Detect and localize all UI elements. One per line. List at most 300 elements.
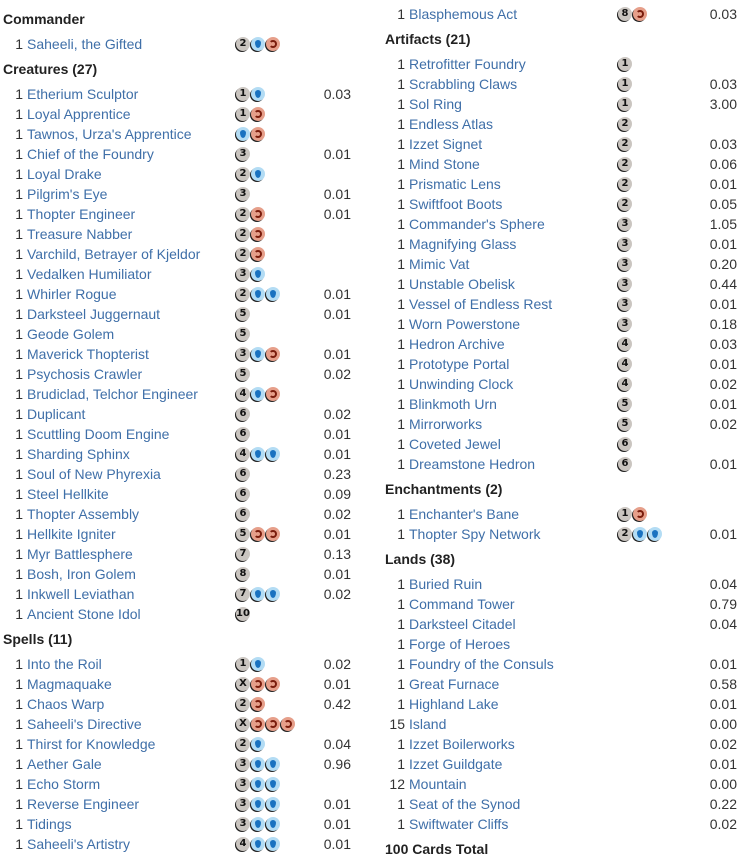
- mana-cost: [618, 337, 632, 351]
- card-name-link[interactable]: Steel Hellkite: [27, 486, 109, 502]
- mana-cost: [236, 247, 265, 261]
- generic-mana-icon: 3: [618, 237, 632, 251]
- card-row: [385, 454, 751, 474]
- card-quantity: 1: [397, 176, 405, 192]
- card-row: [385, 254, 751, 274]
- card-row: [3, 504, 375, 524]
- card-price: 0.03: [323, 86, 351, 102]
- card-name-link[interactable]: Psychosis Crawler: [27, 366, 143, 382]
- card-price: 0.01: [323, 346, 351, 362]
- mana-cost: [236, 127, 265, 141]
- card-row: [385, 334, 751, 354]
- card-quantity: 12: [389, 776, 405, 792]
- card-quantity: 1: [15, 406, 23, 422]
- mana-cost: [236, 547, 250, 561]
- card-name-link[interactable]: Varchild, Betrayer of Kjeldor: [27, 246, 201, 262]
- card-name-link[interactable]: Vedalken Humiliator: [27, 266, 152, 282]
- card-name-link[interactable]: Swiftfoot Boots: [409, 196, 503, 212]
- card-quantity: 1: [15, 346, 23, 362]
- card-row: [385, 774, 751, 794]
- generic-mana-icon: 6: [236, 467, 250, 481]
- blue-mana-icon: [251, 797, 265, 811]
- mana-cost: [236, 837, 280, 851]
- generic-mana-icon: 7: [236, 547, 250, 561]
- card-name-link[interactable]: Scrabbling Claws: [409, 76, 518, 92]
- card-name-link[interactable]: Izzet Guildgate: [409, 756, 503, 772]
- card-name-link[interactable]: Blasphemous Act: [409, 6, 518, 22]
- card-price: 0.01: [323, 526, 351, 542]
- mana-cost: [236, 447, 280, 461]
- mana-cost: [236, 107, 265, 121]
- card-name-link[interactable]: Whirler Rogue: [27, 286, 117, 302]
- card-quantity: 1: [397, 796, 405, 812]
- card-price: 0.01: [709, 656, 737, 672]
- mana-cost: [618, 377, 632, 391]
- card-quantity: 1: [15, 426, 23, 442]
- mana-cost: [236, 387, 280, 401]
- mana-cost: [236, 587, 280, 601]
- card-name-link[interactable]: Seat of the Synod: [409, 796, 521, 812]
- card-name-link[interactable]: Saheeli's Artistry: [27, 836, 131, 852]
- card-price: 0.01: [709, 756, 737, 772]
- generic-mana-icon: 1: [618, 57, 632, 71]
- blue-mana-icon: [251, 657, 265, 671]
- card-price: 0.01: [323, 146, 351, 162]
- card-quantity: 1: [15, 366, 23, 382]
- mana-cost: [618, 137, 632, 151]
- card-quantity: 1: [15, 566, 23, 582]
- card-quantity: 1: [397, 816, 405, 832]
- card-quantity: 1: [397, 616, 405, 632]
- card-price: 0.01: [709, 456, 737, 472]
- generic-mana-icon: 4: [618, 377, 632, 391]
- card-quantity: 1: [397, 216, 405, 232]
- card-quantity: 1: [397, 256, 405, 272]
- section-title-lands: Lands (38): [385, 551, 456, 567]
- generic-mana-icon: X: [236, 677, 250, 691]
- card-name-link[interactable]: Brudiclad, Telchor Engineer: [27, 386, 198, 402]
- card-row: [3, 484, 375, 504]
- mana-cost: [236, 347, 280, 361]
- card-name-link[interactable]: Into the Roil: [27, 656, 102, 672]
- card-name-link[interactable]: Magmaquake: [27, 676, 112, 692]
- card-name-link[interactable]: Inkwell Leviathan: [27, 586, 135, 602]
- card-name-link[interactable]: Pilgrim's Eye: [27, 186, 108, 202]
- card-name-link[interactable]: Reverse Engineer: [27, 796, 140, 812]
- card-price: 0.00: [709, 716, 737, 732]
- card-quantity: 1: [15, 546, 23, 562]
- card-price: 0.02: [709, 816, 737, 832]
- card-price: 0.02: [709, 416, 737, 432]
- generic-mana-icon: 1: [236, 107, 250, 121]
- mana-cost: [236, 87, 265, 101]
- card-quantity: 1: [15, 486, 23, 502]
- card-row: [3, 144, 375, 164]
- card-row: [385, 114, 751, 134]
- card-name-link[interactable]: Mirrorworks: [409, 416, 483, 432]
- card-quantity: 1: [15, 326, 23, 342]
- card-quantity: 1: [397, 116, 405, 132]
- card-name-link[interactable]: Buried Ruin: [409, 576, 483, 592]
- card-price: 0.01: [709, 236, 737, 252]
- card-row: [385, 794, 751, 814]
- red-mana-icon: [251, 717, 265, 731]
- mana-cost: [618, 397, 632, 411]
- card-price: 0.05: [709, 196, 737, 212]
- generic-mana-icon: 1: [618, 97, 632, 111]
- red-mana-icon: [251, 127, 265, 141]
- card-quantity: 1: [15, 106, 23, 122]
- card-price: 0.04: [709, 576, 737, 592]
- card-name-link[interactable]: Treasure Nabber: [27, 226, 133, 242]
- card-quantity: 1: [15, 386, 23, 402]
- card-name-link[interactable]: Retrofitter Foundry: [409, 56, 526, 72]
- card-name-link[interactable]: Loyal Drake: [27, 166, 102, 182]
- card-name-link[interactable]: Sol Ring: [409, 96, 462, 112]
- blue-mana-icon: [266, 817, 280, 831]
- card-row: [3, 564, 375, 584]
- generic-mana-icon: 5: [618, 397, 632, 411]
- card-row: [385, 674, 751, 694]
- mana-cost: [618, 297, 632, 311]
- card-price: 0.01: [323, 286, 351, 302]
- generic-mana-icon: 5: [236, 527, 250, 541]
- blue-mana-icon: [633, 527, 647, 541]
- card-name-link[interactable]: Hedron Archive: [409, 336, 505, 352]
- blue-mana-icon: [251, 87, 265, 101]
- card-name-link[interactable]: Enchanter's Bane: [409, 506, 520, 522]
- card-row: [3, 304, 375, 324]
- card-name-link[interactable]: Saheeli's Directive: [27, 716, 142, 732]
- mana-cost: [618, 217, 632, 231]
- card-name-link[interactable]: Saheeli, the Gifted: [27, 36, 143, 52]
- generic-mana-icon: 6: [236, 427, 250, 441]
- card-row: [385, 434, 751, 454]
- blue-mana-icon: [266, 287, 280, 301]
- red-mana-icon: [266, 527, 280, 541]
- generic-mana-icon: 2: [618, 137, 632, 151]
- card-price: 0.01: [709, 526, 737, 542]
- card-name-link[interactable]: Etherium Sculptor: [27, 86, 139, 102]
- card-row: [385, 414, 751, 434]
- mana-cost: [236, 797, 280, 811]
- card-name-link[interactable]: Chaos Warp: [27, 696, 105, 712]
- card-quantity: 1: [397, 736, 405, 752]
- generic-mana-icon: 2: [236, 37, 250, 51]
- card-name-link[interactable]: Darksteel Juggernaut: [27, 306, 161, 322]
- card-quantity: 1: [397, 356, 405, 372]
- card-name-link[interactable]: Mountain: [409, 776, 467, 792]
- section-title-commander: Commander: [3, 11, 85, 27]
- card-row: [3, 694, 375, 714]
- card-name-link[interactable]: Prismatic Lens: [409, 176, 501, 192]
- card-quantity: 1: [15, 606, 23, 622]
- card-row: [385, 694, 751, 714]
- card-name-link[interactable]: Mind Stone: [409, 156, 480, 172]
- card-name-link[interactable]: Blinkmoth Urn: [409, 396, 497, 412]
- red-mana-icon: [251, 697, 265, 711]
- card-quantity: 1: [15, 226, 23, 242]
- card-name-link[interactable]: Unstable Obelisk: [409, 276, 515, 292]
- card-row: [385, 154, 751, 174]
- decklist-column-right: [385, 4, 751, 859]
- card-name-link[interactable]: Mimic Vat: [409, 256, 470, 272]
- generic-mana-icon: 3: [618, 317, 632, 331]
- card-row: [3, 84, 375, 104]
- mana-cost: [236, 737, 265, 751]
- card-name-link[interactable]: Thirst for Knowledge: [27, 736, 156, 752]
- mana-cost: [236, 147, 250, 161]
- card-price: 0.01: [709, 176, 737, 192]
- generic-mana-icon: 2: [236, 737, 250, 751]
- card-quantity: 1: [15, 146, 23, 162]
- mana-cost: [236, 677, 280, 691]
- card-name-link[interactable]: Izzet Boilerworks: [409, 736, 515, 752]
- card-name-link[interactable]: Endless Atlas: [409, 116, 494, 132]
- card-name-link[interactable]: Echo Storm: [27, 776, 101, 792]
- card-row: [385, 634, 751, 654]
- card-price: 0.03: [709, 336, 737, 352]
- card-price: 0.58: [709, 676, 737, 692]
- card-name-link[interactable]: Maverick Thopterist: [27, 346, 149, 362]
- card-row: [385, 4, 751, 24]
- generic-mana-icon: 4: [618, 337, 632, 351]
- mana-cost: [236, 697, 265, 711]
- card-quantity: 1: [15, 656, 23, 672]
- card-name-link[interactable]: Dreamstone Hedron: [409, 456, 536, 472]
- card-name-link[interactable]: Magnifying Glass: [409, 236, 517, 252]
- generic-mana-icon: 6: [618, 457, 632, 471]
- mana-cost: [618, 317, 632, 331]
- card-price: 0.06: [709, 156, 737, 172]
- generic-mana-icon: 5: [618, 417, 632, 431]
- generic-mana-icon: 1: [236, 657, 250, 671]
- mana-cost: [618, 57, 632, 71]
- card-row: [3, 404, 375, 424]
- mana-cost: [236, 207, 265, 221]
- card-name-link[interactable]: Coveted Jewel: [409, 436, 501, 452]
- card-row: [385, 754, 751, 774]
- card-quantity: 1: [397, 316, 405, 332]
- card-quantity: 1: [397, 506, 405, 522]
- decklist-column-left: [3, 4, 375, 854]
- card-name-link[interactable]: Hellkite Igniter: [27, 526, 116, 542]
- card-row: [3, 734, 375, 754]
- blue-mana-icon: [648, 527, 662, 541]
- card-row: [385, 594, 751, 614]
- card-row: [385, 614, 751, 634]
- card-row: [3, 674, 375, 694]
- mana-cost: [236, 327, 250, 341]
- card-quantity: 1: [397, 76, 405, 92]
- card-price: 0.79: [709, 596, 737, 612]
- generic-mana-icon: 3: [236, 817, 250, 831]
- card-row: [3, 244, 375, 264]
- mana-cost: [236, 467, 250, 481]
- card-price: 0.01: [323, 186, 351, 202]
- generic-mana-icon: 6: [618, 437, 632, 451]
- card-row: [3, 224, 375, 244]
- red-mana-icon: [251, 677, 265, 691]
- generic-mana-icon: 7: [236, 587, 250, 601]
- card-name-link[interactable]: Great Furnace: [409, 676, 500, 692]
- generic-mana-icon: 5: [236, 327, 250, 341]
- card-price: 0.03: [709, 6, 737, 22]
- generic-mana-icon: 2: [236, 207, 250, 221]
- card-price: 0.01: [323, 566, 351, 582]
- card-price: 0.01: [323, 836, 351, 852]
- card-quantity: 1: [397, 456, 405, 472]
- generic-mana-icon: 2: [236, 227, 250, 241]
- card-price: 0.02: [323, 366, 351, 382]
- red-mana-icon: [266, 387, 280, 401]
- card-name-link[interactable]: Swiftwater Cliffs: [409, 816, 509, 832]
- card-price: 0.01: [323, 446, 351, 462]
- card-quantity: 1: [15, 796, 23, 812]
- card-quantity: 1: [15, 466, 23, 482]
- card-quantity: 15: [389, 716, 405, 732]
- card-row: [385, 574, 751, 594]
- generic-mana-icon: 4: [618, 357, 632, 371]
- generic-mana-icon: 5: [236, 307, 250, 321]
- card-row: [385, 524, 751, 544]
- card-name-link[interactable]: Soul of New Phyrexia: [27, 466, 161, 482]
- card-price: 0.22: [709, 796, 737, 812]
- mana-cost: [618, 7, 647, 21]
- card-quantity: 1: [15, 816, 23, 832]
- card-row: [3, 164, 375, 184]
- generic-mana-icon: 2: [236, 697, 250, 711]
- card-name-link[interactable]: Scuttling Doom Engine: [27, 426, 170, 442]
- card-name-link[interactable]: Darksteel Citadel: [409, 616, 516, 632]
- mana-cost: [618, 417, 632, 431]
- blue-mana-icon: [266, 587, 280, 601]
- card-quantity: 1: [15, 736, 23, 752]
- card-price: 0.01: [709, 296, 737, 312]
- card-name-link[interactable]: Thopter Engineer: [27, 206, 136, 222]
- card-name-link[interactable]: Prototype Portal: [409, 356, 510, 372]
- card-name-link[interactable]: Thopter Spy Network: [409, 526, 541, 542]
- red-mana-icon: [266, 347, 280, 361]
- card-quantity: 1: [15, 206, 23, 222]
- blue-mana-icon: [251, 777, 265, 791]
- mana-cost: [618, 507, 647, 521]
- blue-mana-icon: [251, 37, 265, 51]
- card-price: 0.01: [709, 356, 737, 372]
- blue-mana-icon: [251, 837, 265, 851]
- generic-mana-icon: 2: [236, 247, 250, 261]
- card-name-link[interactable]: Island: [409, 716, 447, 732]
- card-price: 0.42: [323, 696, 351, 712]
- card-quantity: 1: [397, 336, 405, 352]
- card-name-link[interactable]: Commander's Sphere: [409, 216, 545, 232]
- card-name-link[interactable]: Tawnos, Urza's Apprentice: [27, 126, 192, 142]
- card-quantity: 1: [397, 296, 405, 312]
- section-title-enchantments: Enchantments (2): [385, 481, 503, 497]
- card-name-link[interactable]: Ancient Stone Idol: [27, 606, 141, 622]
- card-name-link[interactable]: Foundry of the Consuls: [409, 656, 554, 672]
- card-name-link[interactable]: Bosh, Iron Golem: [27, 566, 136, 582]
- card-row: [3, 384, 375, 404]
- card-row: [3, 184, 375, 204]
- card-name-link[interactable]: Sharding Sphinx: [27, 446, 130, 462]
- card-quantity: 1: [397, 136, 405, 152]
- card-name-link[interactable]: Loyal Apprentice: [27, 106, 131, 122]
- mana-cost: [236, 717, 295, 731]
- generic-mana-icon: 2: [618, 197, 632, 211]
- card-row: [385, 194, 751, 214]
- card-price: 0.23: [323, 466, 351, 482]
- blue-mana-icon: [251, 287, 265, 301]
- mana-cost: [236, 167, 265, 181]
- generic-mana-icon: 1: [236, 87, 250, 101]
- card-name-link[interactable]: Thopter Assembly: [27, 506, 140, 522]
- card-quantity: 1: [397, 156, 405, 172]
- card-price: 0.13: [323, 546, 351, 562]
- mana-cost: [618, 237, 632, 251]
- card-name-link[interactable]: Chief of the Foundry: [27, 146, 154, 162]
- card-quantity: 1: [15, 526, 23, 542]
- card-name-link[interactable]: Duplicant: [27, 406, 86, 422]
- generic-mana-icon: X: [236, 717, 250, 731]
- card-quantity: 1: [15, 446, 23, 462]
- card-name-link[interactable]: Command Tower: [409, 596, 515, 612]
- card-row: [385, 74, 751, 94]
- card-row: [3, 444, 375, 464]
- card-row: [385, 814, 751, 834]
- card-row: [3, 344, 375, 364]
- card-name-link[interactable]: Geode Golem: [27, 326, 115, 342]
- card-quantity: 1: [15, 126, 23, 142]
- blue-mana-icon: [266, 757, 280, 771]
- generic-mana-icon: 2: [618, 117, 632, 131]
- card-name-link[interactable]: Forge of Heroes: [409, 636, 511, 652]
- card-name-link[interactable]: Vessel of Endless Rest: [409, 296, 553, 312]
- card-name-link[interactable]: Unwinding Clock: [409, 376, 514, 392]
- blue-mana-icon: [251, 447, 265, 461]
- generic-mana-icon: 3: [236, 187, 250, 201]
- card-quantity: 1: [15, 756, 23, 772]
- mana-cost: [236, 37, 280, 51]
- card-quantity: 1: [15, 696, 23, 712]
- mana-cost: [236, 487, 250, 501]
- card-name-link[interactable]: Myr Battlesphere: [27, 546, 133, 562]
- card-name-link[interactable]: Highland Lake: [409, 696, 499, 712]
- blue-mana-icon: [251, 167, 265, 181]
- card-name-link[interactable]: Worn Powerstone: [409, 316, 521, 332]
- card-price: 0.02: [323, 406, 351, 422]
- card-name-link[interactable]: Aether Gale: [27, 756, 102, 772]
- generic-mana-icon: 1: [618, 507, 632, 521]
- card-row: [3, 424, 375, 444]
- blue-mana-icon: [251, 587, 265, 601]
- generic-mana-icon: 8: [236, 567, 250, 581]
- card-quantity: 1: [397, 526, 405, 542]
- card-quantity: 1: [397, 696, 405, 712]
- blue-mana-icon: [251, 757, 265, 771]
- card-name-link[interactable]: Izzet Signet: [409, 136, 483, 152]
- mana-cost: [618, 97, 632, 111]
- card-row: [3, 524, 375, 544]
- card-quantity: 1: [15, 676, 23, 692]
- card-quantity: 1: [397, 196, 405, 212]
- card-name-link[interactable]: Tidings: [27, 816, 72, 832]
- mana-cost: [236, 757, 280, 771]
- mana-cost: [618, 277, 632, 291]
- card-row: [3, 544, 375, 564]
- card-quantity: 1: [15, 246, 23, 262]
- card-price: 0.18: [709, 316, 737, 332]
